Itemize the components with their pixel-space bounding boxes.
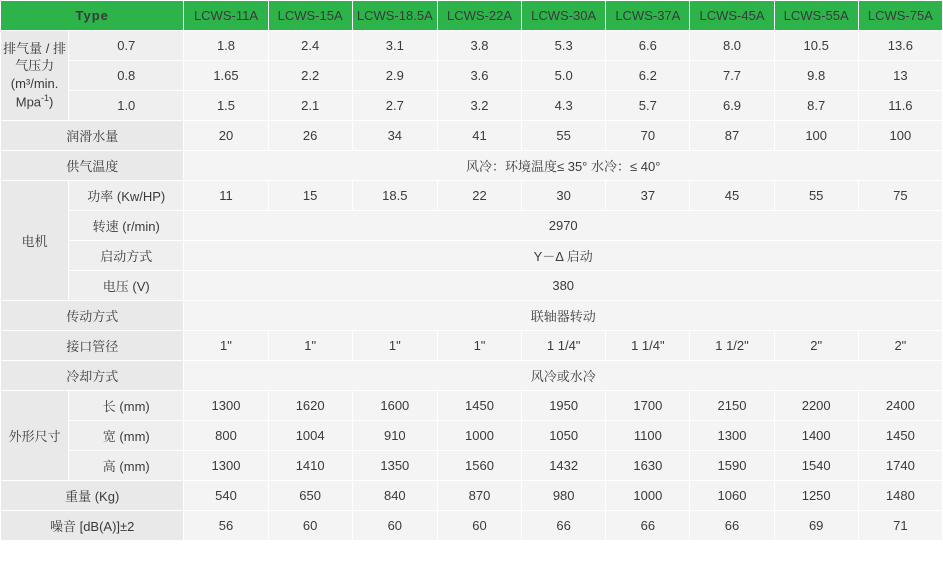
table-row [1,181,943,211]
cell: 2.7 [352,91,437,121]
cell: 5.0 [522,61,606,91]
cell: 800 [184,421,268,451]
table-row [1,61,943,91]
cell: 1410 [268,451,352,481]
table-row [1,241,943,271]
row-label-dimension: 外形尺寸 [1,391,69,481]
row-label-cooling-method: 冷却方式 [1,361,184,391]
cell: 1100 [606,421,690,451]
cell: 1300 [690,421,774,451]
cell: 1 1/4" [606,331,690,361]
cell: 1590 [690,451,774,481]
header-model-2: LCWS-15A [268,1,352,31]
cell: 5.3 [522,31,606,61]
table-row [1,31,943,61]
row-sublabel-motor-speed: 转速 (r/min) [69,211,184,241]
cell: 2400 [858,391,942,421]
flow-label-line3: (m³/min. [10,75,59,91]
cell: 1250 [774,481,858,511]
cell: 66 [606,511,690,541]
cell: 87 [690,121,774,151]
cell: 75 [858,181,942,211]
header-model-7: LCWS-45A [690,1,774,31]
cell: 1450 [858,421,942,451]
cell: 8.7 [774,91,858,121]
cell: 1.5 [184,91,268,121]
cell: 41 [437,121,521,151]
row-sublabel-pressure-1-0: 1.0 [69,91,184,121]
cell: 2.1 [268,91,352,121]
cell: 6.2 [606,61,690,91]
table-row [1,451,943,481]
cell: 70 [606,121,690,151]
cell: 9.8 [774,61,858,91]
cell: 3.1 [352,31,437,61]
cell: 55 [522,121,606,151]
cell: 4.3 [522,91,606,121]
table-row [1,91,943,121]
cell: 1004 [268,421,352,451]
flow-label-mpa: Mpa [15,94,42,110]
cell-merged-cooling-method: 风冷或水冷 [184,361,943,391]
row-label-transmission: 传动方式 [1,301,184,331]
table-row [1,421,943,451]
cell: 1" [184,331,268,361]
cell: 60 [352,511,437,541]
cell: 2" [774,331,858,361]
cell: 1300 [184,391,268,421]
cell: 840 [352,481,437,511]
cell: 20 [184,121,268,151]
cell: 1" [268,331,352,361]
cell: 15 [268,181,352,211]
cell: 1600 [352,391,437,421]
cell: 2.9 [352,61,437,91]
header-model-1: LCWS-11A [184,1,268,31]
cell: 10.5 [774,31,858,61]
cell: 1630 [606,451,690,481]
flow-label-paren: ) [49,94,54,110]
cell: 1432 [522,451,606,481]
row-sublabel-motor-start: 启动方式 [69,241,184,271]
row-sublabel-dimension-length: 长 (mm) [69,391,184,421]
cell: 60 [437,511,521,541]
header-model-6: LCWS-37A [606,1,690,31]
cell-merged-motor-voltage: 380 [184,271,943,301]
cell: 3.6 [437,61,521,91]
cell: 1620 [268,391,352,421]
cell: 650 [268,481,352,511]
cell: 6.6 [606,31,690,61]
table-row [1,331,943,361]
row-label-lubricant-water: 润滑水量 [1,121,184,151]
row-label-noise: 噪音 [dB(A)]±2 [1,511,184,541]
row-label-weight: 重量 (Kg) [1,481,184,511]
table-row [1,121,943,151]
cell: 3.2 [437,91,521,121]
header-model-3: LCWS-18.5A [352,1,437,31]
cell: 1540 [774,451,858,481]
row-label-flow-pressure [1,31,69,121]
cell: 13.6 [858,31,942,61]
flow-label-exponent: -1 [41,93,50,104]
cell: 870 [437,481,521,511]
cell: 37 [606,181,690,211]
cell: 1 1/2" [690,331,774,361]
table-row [1,151,943,181]
flow-label-line2: 气压力 [15,58,55,74]
cell-merged-transmission: 联轴器转动 [184,301,943,331]
cell: 100 [774,121,858,151]
row-sublabel-dimension-width: 宽 (mm) [69,421,184,451]
row-sublabel-pressure-0-7: 0.7 [69,31,184,61]
cell: 11.6 [858,91,942,121]
table-row [1,361,943,391]
cell: 13 [858,61,942,91]
cell: 30 [522,181,606,211]
header-type: Type [1,1,184,31]
cell: 11 [184,181,268,211]
cell: 3.8 [437,31,521,61]
row-sublabel-motor-power: 功率 (Kw/HP) [69,181,184,211]
cell: 1050 [522,421,606,451]
row-sublabel-motor-voltage: 电压 (V) [69,271,184,301]
cell: 6.9 [690,91,774,121]
table-row [1,271,943,301]
row-sublabel-pressure-0-8: 0.8 [69,61,184,91]
header-model-4: LCWS-22A [437,1,521,31]
cell: 2.4 [268,31,352,61]
flow-label-line4 [1,92,68,111]
cell: 1" [437,331,521,361]
cell: 1000 [437,421,521,451]
table-row [1,391,943,421]
row-label-motor: 电机 [1,181,69,301]
cell: 2150 [690,391,774,421]
cell: 1.65 [184,61,268,91]
cell: 56 [184,511,268,541]
cell: 2" [858,331,942,361]
cell: 1700 [606,391,690,421]
cell: 910 [352,421,437,451]
cell: 1 1/4" [522,331,606,361]
cell: 1350 [352,451,437,481]
cell: 60 [268,511,352,541]
cell: 980 [522,481,606,511]
header-model-9: LCWS-75A [858,1,942,31]
cell: 2.2 [268,61,352,91]
table-row [1,301,943,331]
cell: 66 [690,511,774,541]
cell: 540 [184,481,268,511]
table-row [1,511,943,541]
header-model-5: LCWS-30A [522,1,606,31]
cell: 71 [858,511,942,541]
cell-merged-motor-start: Y－Δ 启动 [184,241,943,271]
cell: 1300 [184,451,268,481]
header-model-8: LCWS-55A [774,1,858,31]
cell: 26 [268,121,352,151]
cell: 1480 [858,481,942,511]
row-sublabel-dimension-height: 高 (mm) [69,451,184,481]
cell: 1000 [606,481,690,511]
cell: 1.8 [184,31,268,61]
cell: 100 [858,121,942,151]
cell: 8.0 [690,31,774,61]
row-label-air-supply-temp: 供气温度 [1,151,184,181]
table-row [1,211,943,241]
cell: 1400 [774,421,858,451]
cell: 18.5 [352,181,437,211]
cell-merged-air-supply-temp: 风冷：环境温度≤ 35° 水冷：≤ 40° [184,151,943,181]
cell: 1740 [858,451,942,481]
cell: 2200 [774,391,858,421]
cell: 1060 [690,481,774,511]
cell: 1560 [437,451,521,481]
row-label-pipe-diameter: 接口管径 [1,331,184,361]
cell: 55 [774,181,858,211]
flow-label-line1: 排气量 / 排 [3,40,66,56]
cell-merged-motor-speed: 2970 [184,211,943,241]
cell: 66 [522,511,606,541]
cell: 1" [352,331,437,361]
cell: 5.7 [606,91,690,121]
table-row [1,481,943,511]
cell: 45 [690,181,774,211]
cell: 22 [437,181,521,211]
cell: 69 [774,511,858,541]
cell: 34 [352,121,437,151]
table-header-row [1,1,943,31]
cell: 1950 [522,391,606,421]
cell: 7.7 [690,61,774,91]
cell: 1450 [437,391,521,421]
